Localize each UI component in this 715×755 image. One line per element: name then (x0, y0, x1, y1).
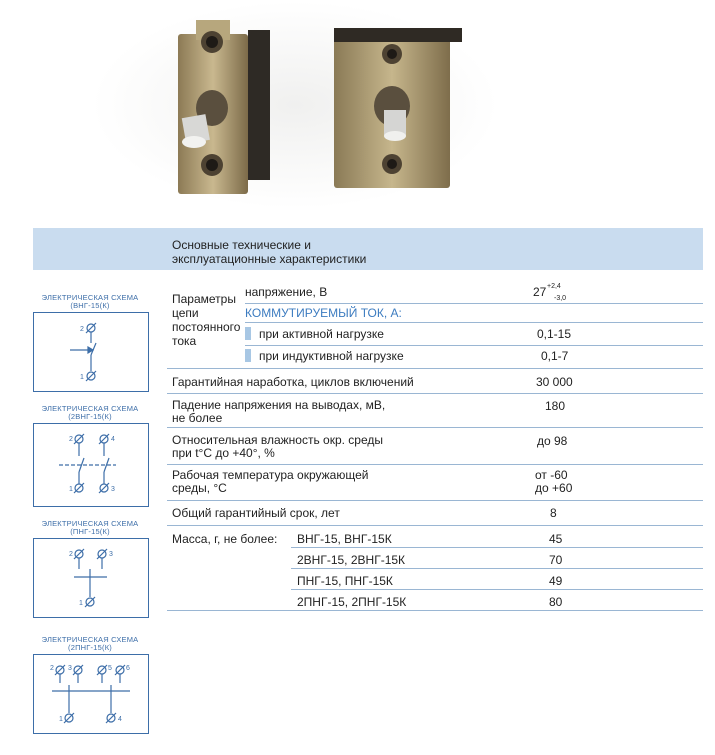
svg-text:3: 3 (111, 486, 115, 493)
svg-text:3: 3 (68, 665, 72, 672)
circuit-diagram-2png15 (33, 654, 149, 734)
circuit-diagram-png15 (33, 538, 149, 618)
toggle-switch-left-image (160, 20, 280, 200)
current-header: КОММУТИРУЕМЫЙ ТОК, А: (245, 306, 402, 320)
table-row: Гарантийная наработка, циклов включений 30 000 (167, 369, 703, 394)
svg-text:1: 1 (80, 374, 84, 381)
svg-text:1: 1 (59, 716, 63, 723)
svg-text:2: 2 (69, 436, 73, 443)
inductive-load-value: 0,1-7 (541, 349, 569, 363)
svg-text:4: 4 (111, 436, 115, 443)
divider (245, 303, 703, 304)
table-row: Рабочая температура окружающей среды, °С от -60 до +60 (167, 465, 703, 501)
table-row: Падение напряжения на выводах, мВ, не более 180 (167, 394, 703, 428)
divider (291, 589, 703, 590)
svg-text:6: 6 (126, 665, 130, 672)
svg-text:5: 5 (108, 665, 112, 672)
svg-text:4: 4 (118, 716, 122, 723)
schema-png15: ЭЛЕКТРИЧЕСКАЯ СХЕМА (ПНГ-15(К) 2 3 1 (33, 520, 147, 536)
svg-text:2: 2 (50, 665, 54, 672)
voltage-value: 27 +2,4 -3,0 (533, 283, 567, 302)
params-label: Параметры цепи постоянного тока (172, 292, 241, 348)
table-row: Общий гарантийный срок, лет 8 (167, 501, 703, 526)
voltage-label: напряжение, В (245, 285, 328, 299)
svg-text:2: 2 (69, 551, 73, 558)
product-photo (0, 0, 715, 225)
schema-2vng15: ЭЛЕКТРИЧЕСКАЯ СХЕМА (2ВНГ-15(К) 2 4 1 3 (33, 405, 147, 421)
section-title: Основные технические и эксплуатационные характеристики (172, 238, 367, 266)
svg-text:1: 1 (79, 600, 83, 607)
svg-text:1: 1 (69, 486, 73, 493)
divider (291, 547, 703, 548)
schema-2png15: ЭЛЕКТРИЧЕСКАЯ СХЕМА (2ПНГ-15(К) 2 3 5 6 1 4 (33, 636, 147, 652)
inductive-load-label: при индуктивной нагрузке (259, 349, 404, 363)
voltage-tolerance-plus: +2,4 (547, 283, 561, 290)
mass-label: Масса, г, не более: (172, 532, 278, 546)
bullet-marker (245, 327, 251, 340)
schema-vng15: ЭЛЕКТРИЧЕСКАЯ СХЕМА (ВНГ-15(К) 2 1 (33, 294, 147, 310)
active-load-label: при активной нагрузке (259, 327, 384, 341)
table-row-dc-params (167, 282, 703, 369)
svg-text:2: 2 (80, 326, 84, 333)
circuit-diagram-vng15 (33, 312, 149, 392)
bullet-marker (245, 349, 251, 362)
active-load-value: 0,1-15 (537, 327, 572, 341)
table-row: Относительная влажность окр. среды при t°С до +40°, % до 98 (167, 428, 703, 465)
circuit-diagram-2vng15 (33, 423, 149, 507)
toggle-switch-right-image (322, 24, 472, 194)
table-row-mass: Масса, г, не более: ВНГ-15, ВНГ-15К 45 2ВНГ-15, 2ВНГ-15К 70 ПНГ-15, ПНГ-15К 49 2ПНГ-15, 2ПНГ-15К 80 (167, 526, 703, 611)
divider (245, 345, 703, 346)
divider (291, 568, 703, 569)
svg-text:3: 3 (109, 551, 113, 558)
divider (245, 322, 703, 323)
voltage-tolerance-minus: -3,0 (554, 295, 567, 302)
